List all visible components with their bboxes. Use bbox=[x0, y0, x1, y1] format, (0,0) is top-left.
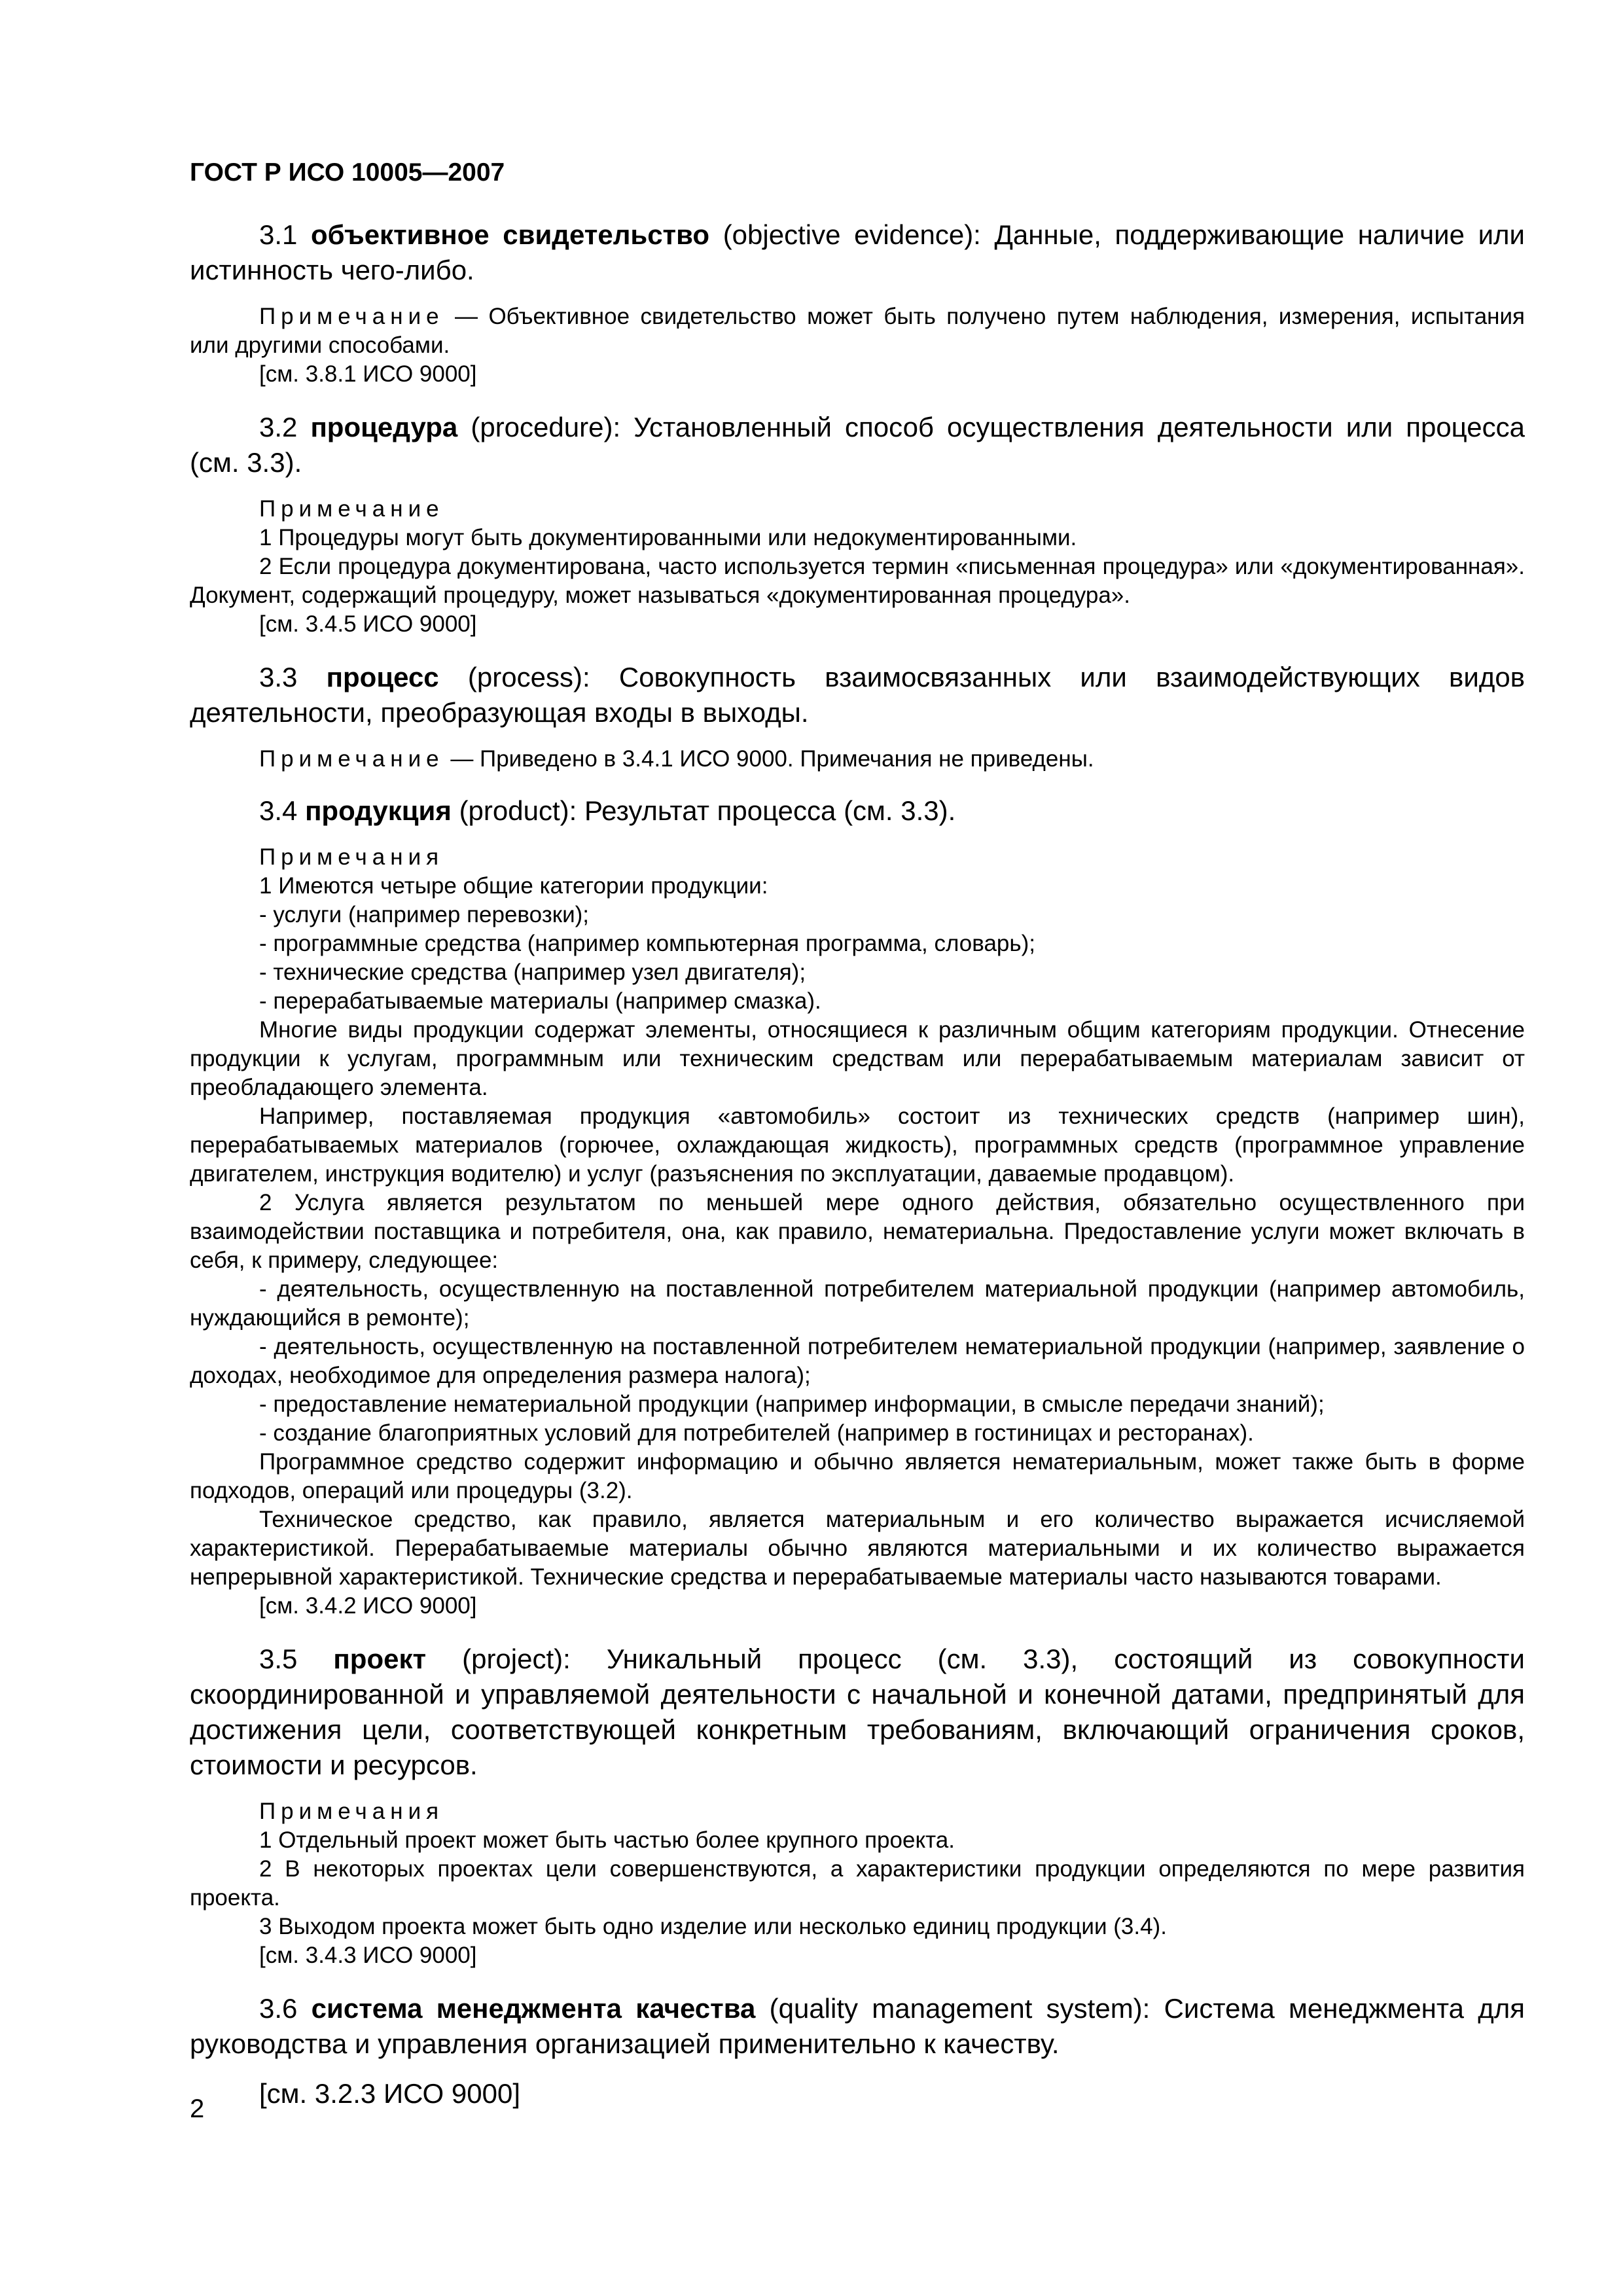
note-item: - создание благоприятных условий для потребителей (например в гостиницах и ресторанах). bbox=[259, 1420, 1254, 1446]
term-definition: (quality management system): Система менеджмента для руководства и управления организацией применительно к качеству. bbox=[190, 1993, 1525, 2059]
term-definition: (objective evidence): Данные, поддерживающие наличие или истинность чего-либо. bbox=[190, 219, 1525, 285]
term-definition: (product): Результат процесса (см. 3.3). bbox=[459, 795, 956, 826]
note-text: — Приведено в 3.4.1 ИСО 9000. Примечания не приведены. bbox=[450, 746, 1094, 772]
note-item: Техническое средство, как правило, является материальным и его количество выражается исчисляемой характеристикой. Перерабатываемые материалы обычно являются материальными и их количество выражается непрерывной характеристикой. Технические средства и перерабатываемые материалы часто называются товарами. bbox=[190, 1507, 1525, 1590]
term-name: процедура bbox=[310, 412, 458, 442]
note-text: — Объективное свидетельство может быть получено путем наблюдения, измерения, испытания или другими способами. bbox=[190, 304, 1525, 358]
note-item: - предоставление нематериальной продукции (например информации, в смысле передачи знаний); bbox=[259, 1391, 1325, 1417]
term-name: система менеджмента качества bbox=[311, 1993, 756, 2024]
reference-3-5: [см. 3.4.3 ИСО 9000] bbox=[259, 1943, 477, 1968]
note-item: - деятельность, осуществленную на поставленной потребителем нематериальной продукции (например, заявление о доходах, необходимое для определения размера налога); bbox=[190, 1334, 1525, 1388]
notes-heading: Примечания bbox=[259, 1799, 444, 1824]
term-definition: (procedure): Установленный способ осуществления деятельности или процесса (см. 3.3). bbox=[190, 412, 1525, 478]
notes-heading: Примечания bbox=[259, 844, 444, 870]
note-item: - программные средства (например компьютерная программа, словарь); bbox=[259, 931, 1035, 956]
term-3-2 bbox=[190, 410, 1525, 480]
term-number: 3.5 bbox=[259, 1643, 298, 1674]
note-item: Многие виды продукции содержат элементы, относящиеся к различным общим категориям продукции. Отнесение продукции к услугам, программным или техническим средствам или перерабатываемым материалам зависит от преобладающего элемента. bbox=[190, 1017, 1525, 1100]
reference-3-4: [см. 3.4.2 ИСО 9000] bbox=[259, 1593, 477, 1619]
term-name: продукция bbox=[305, 795, 452, 826]
reference-3-6: [см. 3.2.3 ИСО 9000] bbox=[259, 2078, 520, 2109]
note-item: 2 В некоторых проектах цели совершенствуются, а характеристики продукции определяются по мере развития проекта. bbox=[190, 1856, 1525, 1910]
term-number: 3.4 bbox=[259, 795, 298, 826]
term-name: проект bbox=[333, 1643, 427, 1674]
term-3-6 bbox=[190, 1991, 1525, 2062]
note-3-3 bbox=[190, 745, 1525, 774]
note-item: 1 Отдельный проект может быть частью более крупного проекта. bbox=[259, 1827, 955, 1853]
note-item: - услуги (например перевозки); bbox=[259, 902, 589, 927]
document-header: ГОСТ Р ИСО 10005—2007 bbox=[190, 158, 505, 187]
term-definition: (process): Совокупность взаимосвязанных или взаимодействующих видов деятельности, преобразующая входы в выходы. bbox=[190, 662, 1525, 728]
note-item: - деятельность, осуществленную на поставленной потребителем материальной продукции (например автомобиль, нуждающийся в ремонте); bbox=[190, 1276, 1525, 1331]
term-name: объективное свидетельство bbox=[311, 219, 710, 250]
note-item: Например, поставляемая продукция «автомобиль» состоит из технических средств (например шин), перерабатываемых материалов (горючее, охлаждающая жидкость), программных средств (программное управление двигателем, инструкция водителю) и услуг (разъяснения по эксплуатации, даваемые продавцом). bbox=[190, 1103, 1525, 1187]
term-3-5 bbox=[190, 1641, 1525, 1783]
note-item: 3 Выходом проекта может быть одно изделие или несколько единиц продукции (3.4). bbox=[259, 1914, 1167, 1939]
note-label: Примечание bbox=[259, 746, 444, 772]
term-3-4 bbox=[190, 793, 1525, 829]
note-item: 2 Услуга является результатом по меньшей мере одного действия, обязательно осуществленного при взаимодействии поставщика и потребителя, она, как правило, нематериальна. Предоставление услуги может включать в себя, к примеру, следующее: bbox=[190, 1190, 1525, 1273]
term-number: 3.2 bbox=[259, 412, 298, 442]
document-page bbox=[190, 157, 1525, 2132]
note-item: 2 Если процедура документирована, часто используется термин «письменная процедура» или «документированная». Документ, содержащий процедуру, может называться «документированная процедура». bbox=[190, 554, 1525, 608]
term-number: 3.6 bbox=[259, 1993, 298, 2024]
note-item: - перерабатываемые материалы (например смазка). bbox=[259, 988, 821, 1014]
term-name: процесс bbox=[326, 662, 439, 692]
note-item: Программное средство содержит информацию и обычно является нематериальным, может также быть в форме подходов, операций или процедуры (3.2). bbox=[190, 1449, 1525, 1503]
note-item: 1 Процедуры могут быть документированными или недокументированными. bbox=[259, 525, 1077, 550]
notes-heading: Примечание bbox=[259, 496, 444, 522]
reference-3-1: [см. 3.8.1 ИСО 9000] bbox=[259, 361, 477, 387]
term-number: 3.3 bbox=[259, 662, 298, 692]
reference-3-2: [см. 3.4.5 ИСО 9000] bbox=[259, 611, 477, 637]
term-number: 3.1 bbox=[259, 219, 298, 250]
note-3-1 bbox=[190, 302, 1525, 360]
note-item: 1 Имеются четыре общие категории продукции: bbox=[259, 873, 768, 899]
term-3-1 bbox=[190, 217, 1525, 288]
page-number: 2 bbox=[190, 2094, 205, 2123]
term-3-3 bbox=[190, 660, 1525, 730]
note-label: Примечание bbox=[259, 304, 444, 329]
note-item: - технические средства (например узел двигателя); bbox=[259, 960, 806, 985]
term-definition: (project): Уникальный процесс (см. 3.3), состоящий из совокупности скоординированной и управляемой деятельности с начальной и конечной датами, предпринятый для достижения цели, соответствующей конкретным требованиям, включающий ограничения сроков, стоимости и ресурсов. bbox=[190, 1643, 1525, 1780]
